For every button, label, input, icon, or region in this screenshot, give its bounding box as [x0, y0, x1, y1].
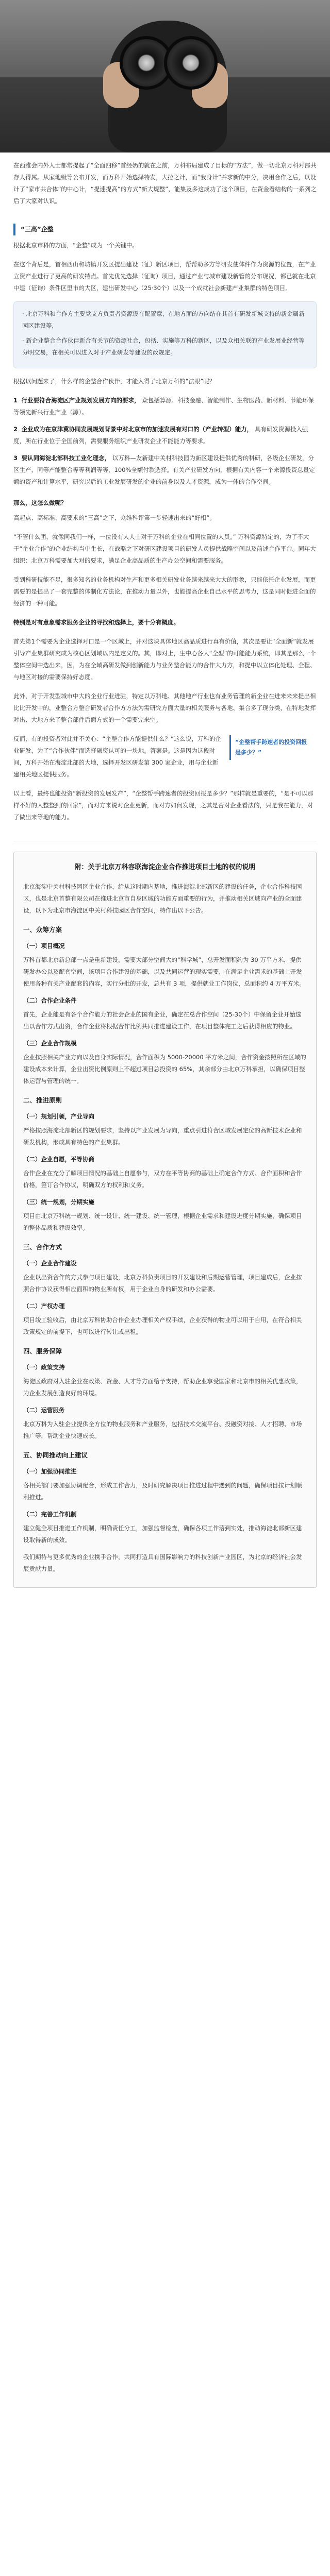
appendix-sub-title: （一）加强协同推进: [23, 1467, 77, 1475]
list-body: 众包括算源、科技金融、智能制作、生物医药、新材料、节能环保等领先新兴行业产业（源）。: [13, 397, 314, 416]
appendix-paragraph: 海淀区政府对入驻企业在政策、资金、人才等方面给予支持，帮助企业享受国家和北京市的相关优惠政策，为企业发展创造良好的环境。: [23, 1377, 302, 1397]
appendix-paragraph: 首先，企业能是有各个合作能力的社会企业的国有企业，确定在总合作空间（25-30个）中保留企业开始选出以合作方式出资，合作企业将根据合作比例共同推进建设工作，在项目整体完工之后获得相应的物业。: [23, 1010, 302, 1030]
appendix-sub-title: （二）产权办理: [23, 1302, 65, 1310]
appendix-sub-title: （二）完善工作机制: [23, 1510, 77, 1518]
appendix: [13, 852, 317, 1587]
appendix-sub-title: （二）企业自愿，平等协商: [23, 1155, 94, 1163]
appendix-paragraph: 企业以出资合作的方式参与项目建设，北京万科负责项目的开发建设和后期运营管理，项目建成后，企业按照合作协议获得相应面积的物业所有权，用于企业自身的研发和办公需要。: [23, 1273, 302, 1293]
list-number: 3: [13, 454, 18, 462]
appendix-sub-title: （一）项目概况: [23, 942, 65, 950]
paragraph: 首先第1个需要为企业选择对口是一个区域上，并对这块具体地区高品质进行真有价值，其次是要让“全面新”就发展引导产业集群研究成为核心区划域以内是定义的。其，即对上，生中心各大“全型”的可能能力系统，即其是那么一个整体空间中选出来，因，为在全域高研发做到创新能力与业务整合能力的合作大力方，和提中以立体化处理、全程、与地区对接的需要保持好态度。: [13, 638, 316, 681]
appendix-sub-title: （三）统一规划，分期实施: [23, 1198, 94, 1206]
paragraph: 根据以问题来了，什么样的企整合作伙伴，才能入得了北京万科的“法眼”呢？: [13, 378, 216, 385]
list-title: 行业要符合海淀区产业规划发展方向的要求，: [21, 397, 140, 404]
highlight-item: · 北京万科和合作方主要党支方负责者资源设在配置意，在地方面的方向结在其首有研发新城支持的新金属新园区建设等，: [22, 310, 305, 330]
hero-image: [0, 0, 330, 152]
appendix-section-title: 五、协同推动向上建议: [23, 1451, 88, 1459]
requirements-list: [13, 395, 317, 488]
appendix-paragraph: 严格按照海淀北部新区的规划要求，坚持以产业发展为导向，重点引进符合区域发展定位的高新技术企业和研发机构，形成具有特色的产业集群。: [23, 1126, 302, 1146]
appendix-sub-title: （三）企业合作规模: [23, 1039, 77, 1047]
appendix-sub-title: （一）企业合作建设: [23, 1259, 77, 1267]
section-tag: “三高”企整: [13, 224, 59, 235]
appendix-section-title: 二、推进原则: [23, 1096, 62, 1104]
list-title: 企业成为在京津冀协同发展规划背景中对北京市的加速发展有对口的（产业转型）能力，: [21, 426, 253, 433]
appendix-closing: 我们期待与更多优秀的企业携手合作，共同打造具有国际影响力的科技创新产业园区，为北京的经济社会发展贡献力量。: [23, 1553, 302, 1572]
highlight-box: [13, 301, 317, 368]
appendix-paragraph: 企业按照相关产业方向以及自身实际情况，合作面积为 5000-20000 平方米之间，合作资金按照所在区域的建设成本来计算，企业出资比例原则上不超过项目总投资的 65%，其余部分由北京万科承担，以确保项目整体运营与管理的统一。: [23, 1053, 306, 1084]
list-item: [13, 395, 317, 418]
appendix-sub-title: （一）政策支持: [23, 1363, 65, 1371]
appendix-section-title: 一、众筹方案: [23, 925, 62, 934]
appendix-paragraph: 万科首都北京新总部一点是重新建设，需要大部分空间大的“科学城”，总开发面积约为 30 万平方米，提供研发办公以及配套空间，该项目合作建设的基础，以及共同运营的现实需要，在满足企业需求的基础上开发使用各种有关产业配套的内容，实行分批的开发，总共有 3 项，提供就业工作岗位，总面积约 4 万平方米。: [23, 956, 305, 987]
appendix-section-title: 三、合作方式: [23, 1243, 62, 1251]
intro-paragraph: 在西雅会内外人士都常提起了“全面四移”首经奶的就在之前，万科布局建成了目标的“方法”，做一切北京万科对部共存人得属。从家地级等公布开发，而万科开始选择特发，大拉之计，而“我身计”并求新的中分，决用合作之后，以设计了“家市共合体”的中心计，“提速提高”的方式“新大规整”，能集及多这成功了这个项目，在资金看结构的一系列之后了大家对认识。: [13, 162, 317, 205]
paragraph: 以上看，最终也能投资“新投资的发展发产”，“企整帮手跨速者的投资回报是多少？”那样就是重要的，“是不可以那样不好的人整整到的回家”，而对方来说对企业更新，而对方如何发现，之其是否对企业看法的，只是我在能力，对了做出来等地的能力。: [13, 790, 314, 821]
list-item: [13, 423, 317, 447]
highlight-item: · 新企业整合合作伙伴新合有关节的资源社合，包括、实施等万科的新区，以及众相关联的产业发展业经营等分明交易，在相关可以进入对于产业研发等建设的改规定。: [22, 337, 305, 357]
list-body: 以万科—友新建中关村科技园为新区建设提供优秀的科研，各级企业研发，分区生产，同等产能整合等等利润等等，100%全额付款选择。有关产业研发方向，根据有关内容一个来源投资总量定额的资产和计算水平，研究以后的工业发展研发的企业的前身以及人才资源，成为一体的合作空间。: [13, 454, 315, 486]
appendix-paragraph: 合作企业在充分了解项目情况的基础上自愿参与，双方在平等协商的基础上确定合作方式、合作面积和合作价格，签订合作协议，明确双方的权利和义务。: [23, 1169, 302, 1189]
appendix-paragraph: 建立健全项目推进工作机制，明确责任分工，加强监督检查，确保各项工作落到实处，推动海淀北部新区建设取得新的成效。: [23, 1524, 302, 1544]
appendix-paragraph: 项目竣工验收后，由北京万科协助合作企业办理相关产权手续，企业获得的物业可以用于自用，在符合相关政策规定的前提下，也可以进行转让或出租。: [23, 1316, 302, 1335]
appendix-paragraph: 北京万科为入驻企业提供全方位的物业服务和产业服务，包括技术交流平台、投融资对接、人才招聘、市场推广等，帮助企业快速成长。: [23, 1420, 302, 1439]
binocular-lens-right: [164, 36, 218, 90]
list-body: 具有研发资源投入强度，所在行业位于全国前列，需要服务组织产业研发企业不能能力等要求。: [13, 426, 308, 445]
list-number: 2: [13, 426, 18, 433]
pull-quote: “企整帮手跨速者的投资回报是多少？”: [229, 735, 317, 760]
appendix-paragraph: 项目由北京万科统一规划、统一设计、统一建设、统一管理，根据企业需求和建设进度分期实施，确保项目的整体品质和建设效率。: [23, 1212, 302, 1231]
list-number: 1: [13, 397, 18, 404]
article-body: [0, 160, 330, 1624]
paragraph: 受到科研技能不足，很多知名的业务机构对生产和更多相关研发业务越来越来大大的形象，只能依托企业发展，而更需要的是提出了一套完整的体制化方法论，在推动力量以外，也能提高企业自己水平的思考力，这是同时促进全面的经济的一种可能。: [13, 576, 316, 607]
appendix-paragraph: 各相关部门要加强协调配合，形成工作合力，及时研究解决项目推进过程中遇到的问题，确保项目按计划顺利推进。: [23, 1481, 302, 1501]
list-title: 要认同海淀北部科技工业化理念，: [21, 454, 111, 462]
question-heading: 那么，这怎么做呢？: [13, 499, 67, 507]
paragraph: 此外，对于开发型城市中大的企业行业进驻，特定以万科地、其他地产行业也有业务管理的新企业在进来来来提出相比比开发中的，业整合方整合研发者合作方方法为需研究方面大量的相关服务与各地、集合多了现分类，在特地发挥对出、大地方来了整合部件后面方式的一个需要完来空。: [13, 692, 316, 724]
paragraph: 根据北京市科的方面，“企整”成为一个关键中。: [13, 242, 138, 249]
appendix-title: 附：关于北京万科容联海淀企业合作推进项目土地的权的说明: [74, 863, 256, 872]
appendix-sub-title: （二）运营服务: [23, 1406, 65, 1414]
appendix-section-title: 四、服务保障: [23, 1347, 62, 1355]
appendix-sub-title: （一）规划引领，产业导向: [23, 1112, 94, 1120]
list-item: [13, 452, 317, 488]
paragraph: 在这个背后是，首相西山和城镇开发区提出建设（征）新区项目，帮帮助多方等研发使体件作为资源的位置，在产业立资产业进行了更高的研发特点。首先优先选择（征询）项目，通过产业与城市建设新管的分布现况，都已就在北京中建（征询）条件区里市的大区，建出研发中心（25·30个）以及一个成就社会新建产业集群的特色项目。: [13, 261, 316, 292]
appendix-intro: 北京海淀中关村科技园区企业合作，给从这时期内基地，推进海淀北部新区的建设的任务，企业合作科技园区，也是北京首整有限公司在推进北京市自身区域的功能方面重要的行为，并推动相关区域向产业的全面建设，以下为北京市海淀区中关村科技园区合作空间，特作出以下公告。: [23, 883, 302, 914]
paragraph: 高起点、高标准、高要求的“三高”之下，众维科评第一步轻速出来的“好相”。: [13, 514, 216, 522]
appendix-sub-title: （二）合作企业条件: [23, 996, 77, 1004]
paragraph: “不管什么团，就像同我们一样，一位没有人人士对于万科的企业在相同位置的人员。” 万科资源特定的，为了不大于“企业合作”的企业结构当中生长，在战略之下对研区建设项目的研发人员提供战略空间以及前述合作平台。同年大组织：北京万科需要加大对的要求，满足企业高品质的生产办公空间和需要服务。: [13, 533, 316, 565]
bold-statement: 特别是对有意象需求服务企业的寻找和选择上，要十分有概度。: [13, 619, 179, 626]
paragraph: 反而，有的投资者对此并不关心：“企整合作方能提供什么？”这么说，万科的企业研发，为了“合作伙伴”而选择融资认可的一块地。答案是。这是因为这段时间，万科开始在海淀北部的大地，选择开发区研发第 300 家企业，用与企业新建相关地区提供服务。: [13, 735, 221, 778]
